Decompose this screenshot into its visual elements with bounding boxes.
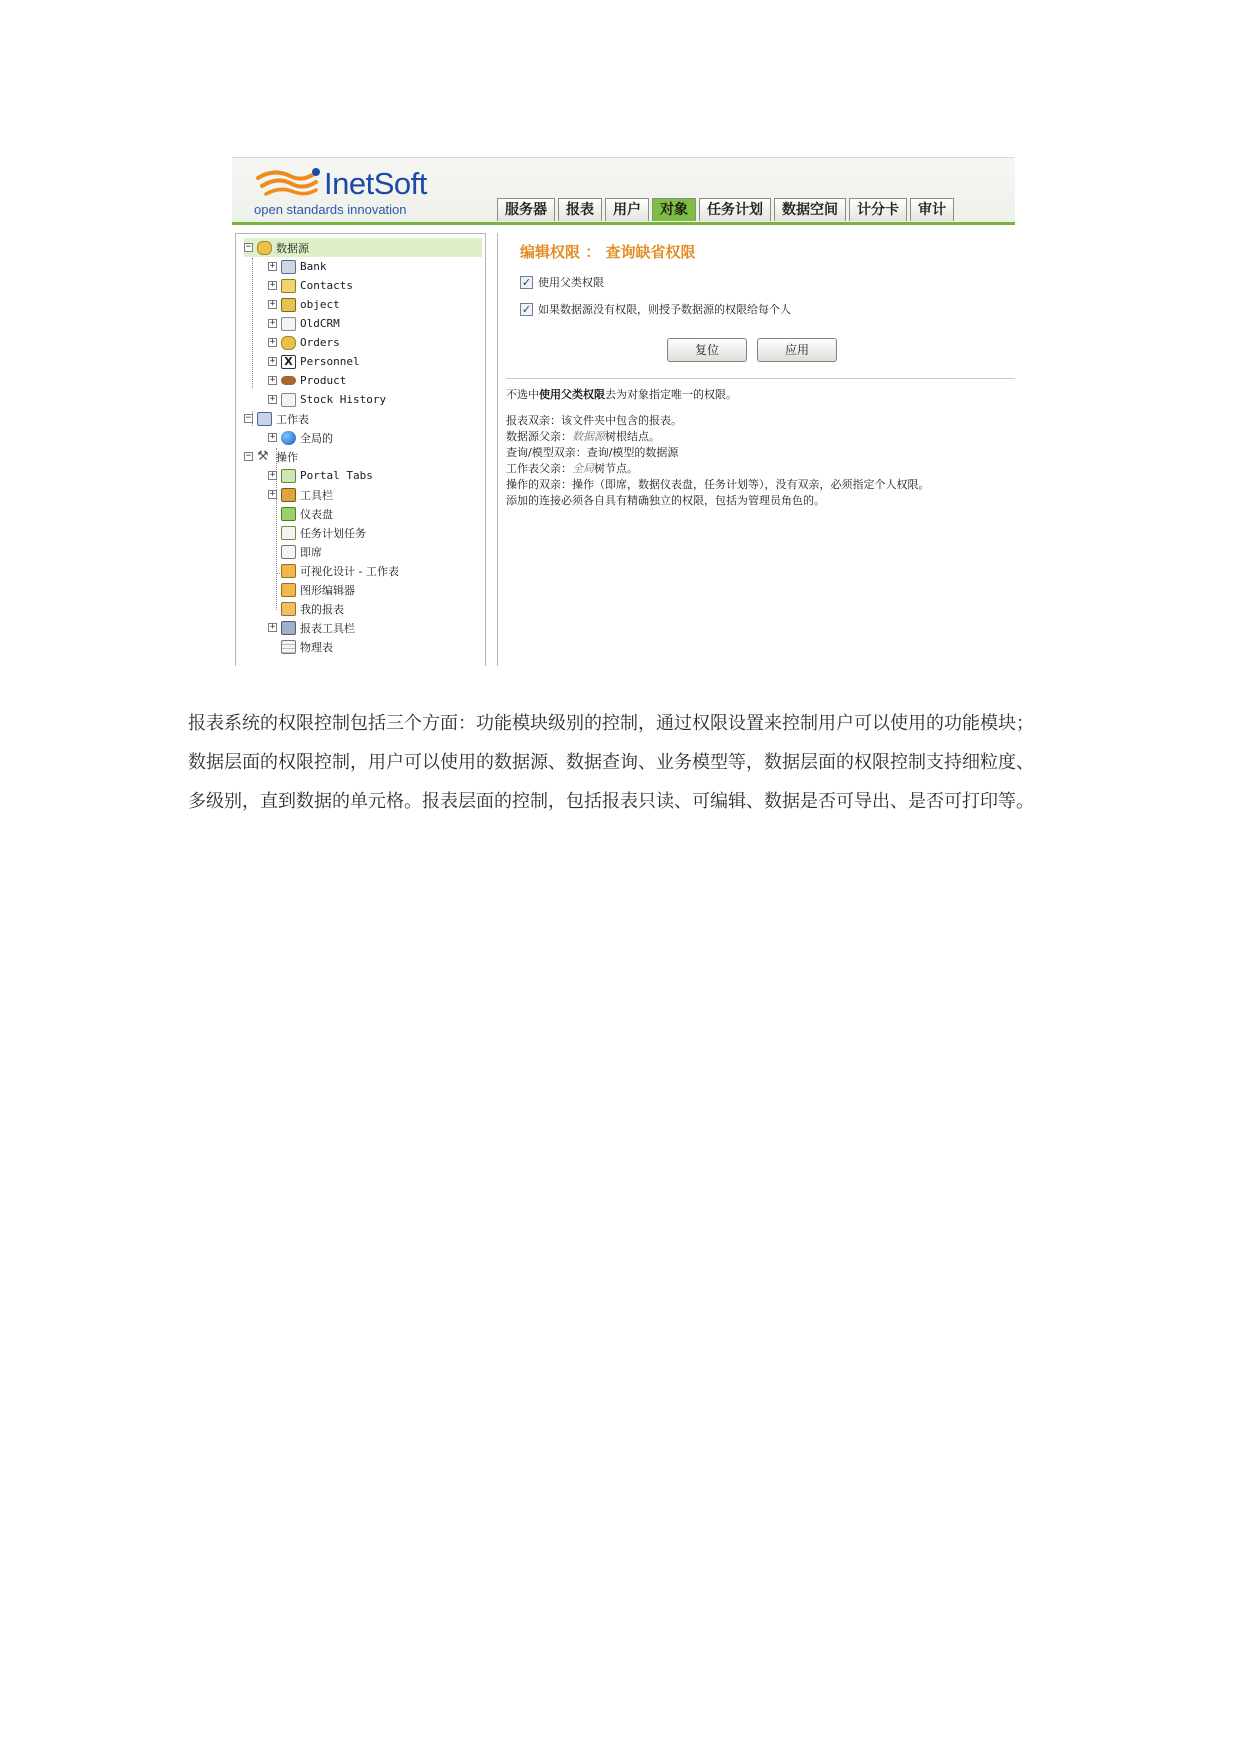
tab-audit[interactable]: 审计 — [910, 198, 954, 221]
tree-item-label: 仪表盘 — [300, 507, 333, 521]
info-text-italic: 数据源 — [572, 430, 605, 443]
tree-item-global[interactable] — [268, 428, 333, 447]
info-text-part: 不选中 — [506, 388, 539, 401]
logo-swoosh-icon — [254, 164, 324, 206]
tree-item-bank[interactable] — [268, 257, 327, 276]
info-text: 操作的双亲：操作（即席，数据仪表盘，任务计划等），没有双亲，必须指定个人权限。 — [506, 478, 930, 491]
toolbar-icon — [281, 488, 296, 502]
tree-item-datasource[interactable] — [244, 238, 482, 257]
info-text-part: 树根结点。 — [605, 430, 660, 443]
dashboard-icon — [281, 507, 296, 521]
paragraph-line: 报表系统的权限控制包括三个方面：功能模块级别的控制，通过权限设置来控制用户可以使用的功能模块； — [188, 713, 1034, 734]
checkbox-label: 使用父类权限 — [538, 276, 604, 289]
tree-item-label: 可视化设计 - 工作表 — [300, 564, 399, 578]
globe-icon — [281, 431, 296, 445]
tree-item-adhoc[interactable] — [268, 542, 322, 561]
database-icon — [257, 241, 272, 255]
expand-icon[interactable]: + — [269, 432, 276, 442]
tree-spacer — [268, 642, 277, 651]
tree-connector — [252, 258, 253, 388]
main-tabs — [497, 198, 957, 222]
tab-users[interactable]: 用户 — [605, 198, 649, 221]
collapse-icon[interactable]: − — [245, 242, 252, 252]
info-text — [506, 386, 737, 402]
tree-item-personnel[interactable] — [268, 352, 360, 371]
tree-item-toolbar[interactable] — [268, 485, 333, 504]
tab-objects[interactable]: 对象 — [652, 198, 696, 221]
tree-item-graph-editor[interactable] — [268, 580, 355, 599]
object-icon — [281, 298, 296, 312]
tab-data-space[interactable]: 数据空间 — [774, 198, 846, 221]
tree-item-oldcrm[interactable] — [268, 314, 340, 333]
tree-item-label: 操作 — [276, 450, 298, 464]
tree-item-label: 报表工具栏 — [300, 621, 355, 635]
app-header — [232, 158, 1015, 224]
grant-datasource-permission-option[interactable] — [520, 301, 791, 317]
tree-item-product[interactable] — [268, 371, 346, 390]
tree-item-label: 数据源 — [276, 241, 309, 255]
tree-spacer — [268, 585, 277, 594]
tree-item-label: Contacts — [300, 279, 353, 292]
expand-icon[interactable]: + — [269, 356, 276, 366]
worksheet-icon — [257, 412, 272, 426]
expand-icon[interactable]: + — [269, 394, 276, 404]
graph-editor-icon — [281, 583, 296, 597]
hammer-icon: ⚒ — [257, 448, 269, 464]
database-icon — [281, 336, 296, 350]
paragraph-line: 多级别，直到数据的单元格。报表层面的控制，包括报表只读、可编辑、数据是否可导出、是否可打印等。 — [188, 791, 1034, 812]
tree-item-stock-history[interactable] — [268, 390, 386, 409]
info-text-italic: 全局 — [572, 462, 594, 475]
expand-icon[interactable]: + — [269, 489, 276, 499]
adhoc-icon — [281, 545, 296, 559]
expand-icon[interactable]: + — [269, 622, 276, 632]
visual-design-icon — [281, 564, 296, 578]
tree-spacer — [268, 509, 277, 518]
info-text-part: 数据源父亲： — [506, 430, 572, 443]
expand-icon[interactable]: + — [269, 280, 276, 290]
info-text: 添加的连接必须各自具有精确独立的权限，包括为管理员角色的。 — [506, 494, 825, 507]
tree-item-label: 我的报表 — [300, 602, 344, 616]
tree-item-worksheets[interactable] — [244, 409, 309, 428]
page-title: 编辑权限 ： 查询缺省权限 — [520, 243, 696, 261]
tree-spacer — [268, 547, 277, 556]
screenshot-frame — [232, 157, 1015, 666]
my-report-icon — [281, 602, 296, 616]
info-text-part: 去为对象指定唯一的权限。 — [605, 388, 737, 401]
expand-icon[interactable]: + — [269, 318, 276, 328]
page-icon — [281, 393, 296, 407]
bank-icon — [281, 260, 296, 274]
tree-item-orders[interactable] — [268, 333, 340, 352]
logo-tagline: open standards innovation — [254, 202, 407, 217]
table-icon — [281, 640, 296, 654]
object-tree — [235, 233, 486, 666]
tree-spacer — [268, 604, 277, 613]
expand-icon[interactable]: + — [269, 337, 276, 347]
checkbox-checked[interactable]: ✓ — [521, 275, 532, 289]
divider — [506, 378, 1015, 379]
tree-item-label: OldCRM — [300, 317, 340, 330]
tree-item-object[interactable] — [268, 295, 340, 314]
expand-icon[interactable]: + — [269, 299, 276, 309]
logo-name: InetSoft — [324, 166, 427, 201]
reset-button[interactable]: 复位 — [667, 338, 747, 362]
schedule-icon — [281, 526, 296, 540]
tabs-icon — [281, 469, 296, 483]
use-parent-permission-option[interactable] — [520, 274, 604, 290]
tree-item-operations[interactable] — [244, 447, 298, 466]
checkbox-checked[interactable]: ✓ — [521, 302, 532, 316]
tree-item-label: 全局的 — [300, 431, 333, 445]
report-toolbar-icon — [281, 621, 296, 635]
tree-item-label: 任务计划任务 — [300, 526, 366, 540]
tree-item-dashboard[interactable] — [268, 504, 333, 523]
paragraph-line: 数据层面的权限控制，用户可以使用的数据源、数据查询、业务模型等，数据层面的权限控制支持细粒度、 — [188, 752, 1034, 773]
info-text-bold: 使用父类权限 — [539, 388, 605, 401]
tree-item-label: Orders — [300, 336, 340, 349]
checkbox-label: 如果数据源没有权限，则授予数据源的权限给每个人 — [538, 303, 791, 316]
info-text: 报表双亲：该文件夹中包含的报表。 — [506, 414, 682, 427]
tree-item-schedule-task[interactable] — [268, 523, 366, 542]
apply-button[interactable]: 应用 — [757, 338, 837, 362]
tree-item-label: Personnel — [300, 355, 360, 368]
tree-item-label: Stock History — [300, 393, 387, 406]
info-text-part: 树节点。 — [594, 462, 638, 475]
document-paragraph — [188, 704, 1068, 821]
collapse-icon[interactable]: − — [245, 413, 252, 423]
collapse-icon[interactable]: − — [245, 451, 252, 461]
info-text-part: 工作表父亲： — [506, 462, 572, 475]
permission-editor — [497, 233, 1015, 666]
tree-item-label: Bank — [300, 260, 327, 273]
info-text — [506, 460, 638, 476]
tree-item-label: 工具栏 — [300, 488, 333, 502]
tree-item-label: object — [300, 298, 340, 311]
tree-item-portal-tabs[interactable] — [268, 466, 373, 485]
tree-item-physical-table[interactable] — [268, 637, 333, 656]
tree-item-label: 工作表 — [276, 412, 309, 426]
tree-spacer — [268, 528, 277, 537]
tree-item-report-toolbar[interactable] — [268, 618, 355, 637]
expand-icon[interactable]: + — [269, 470, 276, 480]
tab-server[interactable]: 服务器 — [497, 198, 555, 221]
tree-item-label: 图形编辑器 — [300, 583, 355, 597]
tree-item-my-reports[interactable] — [268, 599, 344, 618]
tree-item-label: Product — [300, 374, 347, 387]
info-text: 查询/模型双亲：查询/模型的数据源 — [506, 446, 679, 459]
page-icon — [281, 317, 296, 331]
expand-icon[interactable]: + — [269, 375, 276, 385]
excel-icon: X — [281, 355, 296, 369]
product-icon — [281, 376, 296, 385]
tree-item-label: 即席 — [300, 545, 322, 559]
contacts-icon — [281, 279, 296, 293]
tree-item-label: 物理表 — [300, 640, 333, 654]
tab-schedule[interactable]: 任务计划 — [699, 198, 771, 221]
expand-icon[interactable]: + — [269, 261, 276, 271]
tree-item-label: Portal Tabs — [300, 469, 373, 482]
inetsoft-logo — [254, 164, 454, 220]
tab-reports[interactable]: 报表 — [558, 198, 602, 221]
tree-item-visual-design[interactable] — [268, 561, 399, 580]
tree-spacer — [268, 566, 277, 575]
tree-item-contacts[interactable] — [268, 276, 353, 295]
header-divider — [232, 222, 1015, 225]
tab-scorecard[interactable]: 计分卡 — [849, 198, 907, 221]
info-text — [506, 428, 660, 444]
